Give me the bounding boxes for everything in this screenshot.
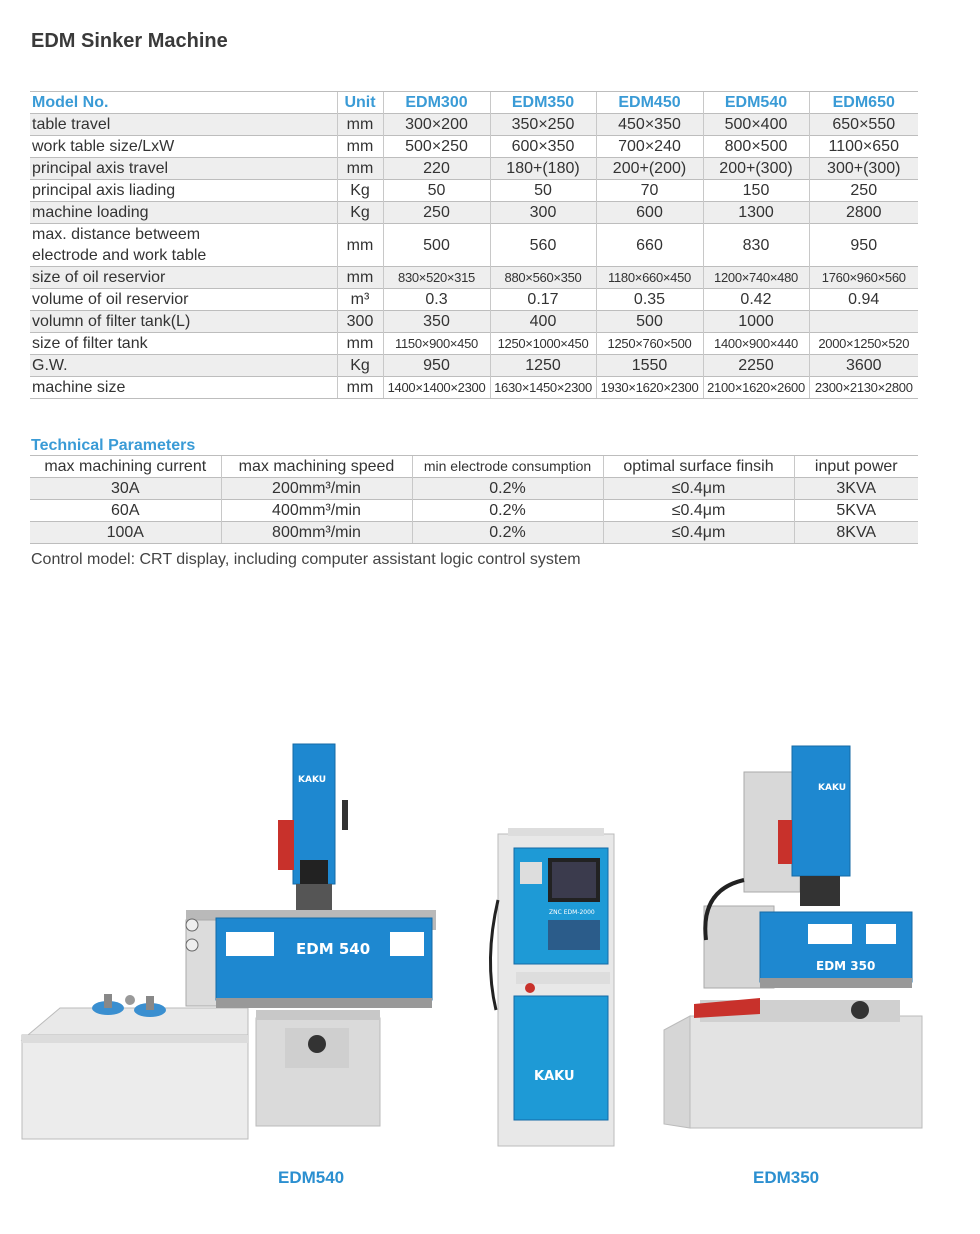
cell: 1250 [490, 355, 596, 377]
cell: 3KVA [794, 478, 918, 500]
row-unit: mm [337, 136, 383, 158]
row-unit: mm [337, 114, 383, 136]
table-row [30, 355, 918, 377]
table-row [30, 136, 918, 158]
row-unit: 300 [337, 311, 383, 333]
cell: 1200×740×480 [703, 267, 809, 289]
cell: 2800 [809, 202, 918, 224]
row-label: size of filter tank [30, 333, 337, 355]
cell: 1250×1000×450 [490, 333, 596, 355]
spec-table [30, 91, 918, 399]
cell: 200mm³/min [221, 478, 412, 500]
table-row [30, 500, 918, 522]
cell: 600 [596, 202, 703, 224]
header-edm300: EDM300 [383, 92, 490, 114]
tech-header-row [30, 456, 918, 478]
table-row [30, 114, 918, 136]
cell: ≤0.4μm [603, 522, 794, 544]
cell: 1400×900×440 [703, 333, 809, 355]
cell: 800mm³/min [221, 522, 412, 544]
page-title: EDM Sinker Machine [31, 30, 228, 52]
cell: 180+(180) [490, 158, 596, 180]
edm540-machine-image [22, 744, 436, 1139]
cell: 2300×2130×2800 [809, 377, 918, 399]
row-unit: mm [337, 377, 383, 399]
cell: 950 [383, 355, 490, 377]
cell: 350×250 [490, 114, 596, 136]
row-unit: Kg [337, 180, 383, 202]
caption-edm350: EDM350 [753, 1168, 820, 1187]
cell: 70 [596, 180, 703, 202]
table-row [30, 478, 918, 500]
cell: 1150×900×450 [383, 333, 490, 355]
table-row [30, 377, 918, 399]
cell: 0.2% [412, 478, 603, 500]
cell: 200+(300) [703, 158, 809, 180]
cell: 700×240 [596, 136, 703, 158]
table-row [30, 158, 918, 180]
cell: 150 [703, 180, 809, 202]
cell: 2100×1620×2600 [703, 377, 809, 399]
row-label: machine loading [30, 202, 337, 224]
cell: 0.94 [809, 289, 918, 311]
header-max-current: max machining current [30, 456, 221, 478]
cell: 0.17 [490, 289, 596, 311]
header-surface-finish: optimal surface finsih [603, 456, 794, 478]
row-label: max. distance betweem electrode and work table [30, 224, 337, 267]
cell: 300 [490, 202, 596, 224]
cell: 500 [596, 311, 703, 333]
row-label: G.W. [30, 355, 337, 377]
cell: 560 [490, 224, 596, 267]
cabinet-model-label: ZNC EDM-2000 [549, 909, 595, 916]
header-unit: Unit [337, 92, 383, 114]
cell: 50 [383, 180, 490, 202]
row-label: size of oil reservior [30, 267, 337, 289]
row-unit: Kg [337, 355, 383, 377]
machine-illustrations [0, 730, 980, 1150]
table-row [30, 333, 918, 355]
table-row [30, 311, 918, 333]
cell: 500×250 [383, 136, 490, 158]
row-label: principal axis travel [30, 158, 337, 180]
edm350-machine-image [664, 746, 922, 1128]
header-edm540: EDM540 [703, 92, 809, 114]
header-model-no: Model No. [30, 92, 337, 114]
cell: 800×500 [703, 136, 809, 158]
cell: 1400×1400×2300 [383, 377, 490, 399]
header-edm450: EDM450 [596, 92, 703, 114]
cell: 1550 [596, 355, 703, 377]
cell: 1930×1620×2300 [596, 377, 703, 399]
header-input-power: input power [794, 456, 918, 478]
cell: 830×520×315 [383, 267, 490, 289]
tech-params-table [30, 455, 918, 544]
row-unit: m³ [337, 289, 383, 311]
cell: 2250 [703, 355, 809, 377]
table-row [30, 180, 918, 202]
cell: 350 [383, 311, 490, 333]
cell: 100A [30, 522, 221, 544]
cell: 950 [809, 224, 918, 267]
cell: 1630×1450×2300 [490, 377, 596, 399]
cell: 0.2% [412, 522, 603, 544]
cell: 1180×660×450 [596, 267, 703, 289]
cell: ≤0.4μm [603, 478, 794, 500]
row-unit: mm [337, 158, 383, 180]
row-label: principal axis liading [30, 180, 337, 202]
cell: 660 [596, 224, 703, 267]
cell: 250 [383, 202, 490, 224]
row-unit: mm [337, 333, 383, 355]
cell: 0.42 [703, 289, 809, 311]
cell: 1760×960×560 [809, 267, 918, 289]
table-row [30, 522, 918, 544]
edm350-brand-label: KAKU [818, 783, 847, 793]
cell: 300+(300) [809, 158, 918, 180]
cell: 1000 [703, 311, 809, 333]
table-row [30, 224, 918, 267]
cell: 250 [809, 180, 918, 202]
row-unit: Kg [337, 202, 383, 224]
tech-params-title: Technical Parameters [31, 437, 196, 454]
row-label: volumn of filter tank(L) [30, 311, 337, 333]
cell: 1250×760×500 [596, 333, 703, 355]
cabinet-brand-label: KAKU [534, 1069, 575, 1084]
cell: 50 [490, 180, 596, 202]
control-model-note: Control model: CRT display, including computer assistant logic control system [31, 551, 581, 568]
cell: 300×200 [383, 114, 490, 136]
row-label: table travel [30, 114, 337, 136]
table-row [30, 267, 918, 289]
cell: 1100×650 [809, 136, 918, 158]
cell: 0.3 [383, 289, 490, 311]
cell: 500×400 [703, 114, 809, 136]
cell: 0.35 [596, 289, 703, 311]
cell: 220 [383, 158, 490, 180]
row-label: work table size/LxW [30, 136, 337, 158]
edm540-panel-label: EDM 540 [296, 940, 371, 958]
cell: 5KVA [794, 500, 918, 522]
cell: 450×350 [596, 114, 703, 136]
cell: 1300 [703, 202, 809, 224]
row-unit: mm [337, 267, 383, 289]
cell: 600×350 [490, 136, 596, 158]
header-max-speed: max machining speed [221, 456, 412, 478]
cell: 8KVA [794, 522, 918, 544]
cell [809, 311, 918, 333]
cell: 200+(200) [596, 158, 703, 180]
cell: 500 [383, 224, 490, 267]
cell: 650×550 [809, 114, 918, 136]
header-edm650: EDM650 [809, 92, 918, 114]
cell: 400mm³/min [221, 500, 412, 522]
row-unit: mm [337, 224, 383, 267]
edm350-panel-label: EDM 350 [816, 959, 876, 973]
caption-edm540: EDM540 [278, 1168, 345, 1187]
cell: 400 [490, 311, 596, 333]
table-row [30, 202, 918, 224]
cell: 880×560×350 [490, 267, 596, 289]
table-row [30, 289, 918, 311]
control-cabinet-image [490, 828, 614, 1146]
header-min-consumption: min electrode consumption [412, 456, 603, 478]
cell: 2000×1250×520 [809, 333, 918, 355]
cell: 3600 [809, 355, 918, 377]
row-label: machine size [30, 377, 337, 399]
cell: ≤0.4μm [603, 500, 794, 522]
cell: 30A [30, 478, 221, 500]
header-edm350: EDM350 [490, 92, 596, 114]
edm540-brand-label: KAKU [298, 775, 327, 785]
cell: 830 [703, 224, 809, 267]
row-label: volume of oil reservior [30, 289, 337, 311]
cell: 0.2% [412, 500, 603, 522]
cell: 60A [30, 500, 221, 522]
spec-header-row [30, 92, 918, 114]
